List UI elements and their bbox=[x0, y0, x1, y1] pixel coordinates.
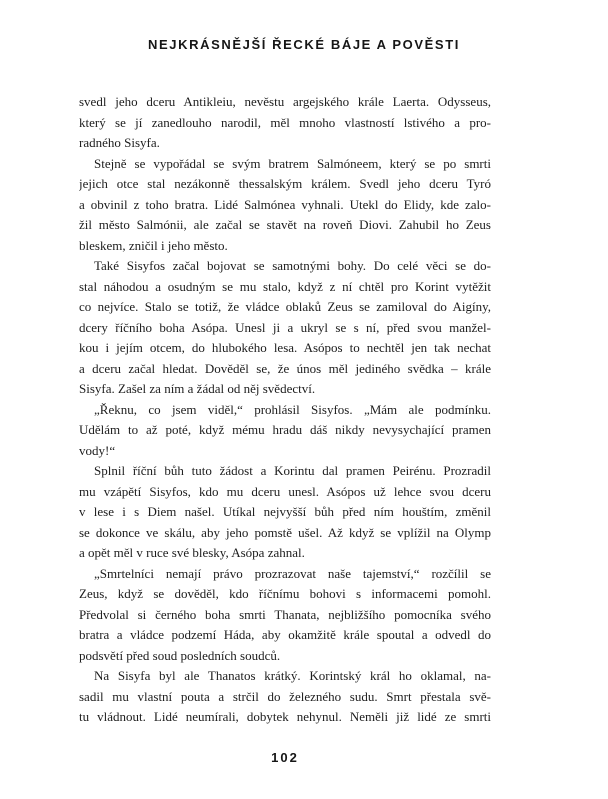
text-line: Splnil říční bůh tuto žádost a Korintu dal pramen Peirénu. Prozradil bbox=[94, 463, 491, 478]
text-line: dcery říčního boha Asópa. Unesl ji a ukryl se s ní, před svou manžel- bbox=[79, 319, 491, 335]
text-line: tu vládnout. Lidé neumírali, dobytek nehynul. Neměli již lidé ze smrti bbox=[79, 709, 491, 724]
text-line: Na Sisyfa byl ale Thanatos krátký. Korintský král ho oklamal, na- bbox=[94, 668, 491, 683]
text-line: „Řeknu, co jsem viděl,“ prohlásil Sisyfos. „Mám ale podmínku. bbox=[94, 401, 491, 417]
text-line: a dceru začal hledat. Dověděl se, že únos měl jediného svědka – krále bbox=[79, 360, 491, 376]
text-line: mu vzápětí Sisyfos, kdo mu dceru unesl. Asópos už lehce svou dceru bbox=[79, 483, 491, 499]
text-line: Předvolal si černého boha smrti Thanata, nejbližšího pomocníka svého bbox=[79, 606, 491, 622]
page-number: 102 bbox=[271, 750, 299, 765]
text-line: Stejně se vypořádal se svým bratrem Salmóneem, který se po smrti bbox=[94, 155, 491, 171]
text-line: se dokonce ve skálu, aby jeho pomstě ušel. Až když se vplížil na Olymp bbox=[79, 524, 491, 540]
text-line: žil město Salmónii, ale začal se stavět na roveň Diovi. Zahubil ho Zeus bbox=[79, 217, 491, 232]
running-head-title: NEJKRÁSNĚJŠÍ ŘECKÉ BÁJE A POVĚSTI bbox=[148, 37, 460, 52]
text-line: radného Sisyfa. bbox=[79, 135, 160, 150]
page-body-text bbox=[79, 92, 491, 728]
text-line: bratra a vládce podzemí Háda, aby okamžitě krále spoutal a odvedl do bbox=[79, 627, 491, 642]
text-line: který se jí zanedlouho narodil, měl mnoho vlastností lstivého a pro- bbox=[79, 114, 491, 130]
text-line: Zeus, když se dověděl, kdo říčnímu bohovi s informacemi pomohl. bbox=[79, 586, 491, 601]
text-line: „Smrtelníci nemají právo prozrazovat naše tajemství,“ rozčílil se bbox=[94, 565, 491, 581]
text-line: jejich otce stal nezákonně thessalským králem. Svedl jeho dceru Tyró bbox=[79, 176, 491, 191]
text-line: v lese i s Diem našel. Utíkal nejvyšší bůh před ním houštím, změnil bbox=[79, 504, 491, 519]
text-line: podsvětí před soud posledních soudců. bbox=[79, 647, 281, 663]
text-line: Udělám to až poté, když mému hradu dáš nikdy nevysychající pramen bbox=[79, 422, 491, 437]
text-line: sadil mu vlastní pouta a strčil do železného sudu. Smrt přestala svě- bbox=[79, 688, 491, 704]
text-line: Sisyfa. Zašel za ním a žádal od něj svědectví. bbox=[79, 381, 316, 396]
text-line: kou i jejím otcem, do hlubokého lesa. Asópos to nechtěl jen tak nechat bbox=[79, 340, 491, 355]
text-line: Také Sisyfos začal bojovat se samotnými bohy. Do celé věci se do- bbox=[94, 258, 491, 273]
text-line: stal náhodou a osudným se mu stalo, když z ní chtěl pro Korint vytěžit bbox=[79, 278, 491, 294]
text-line: a opět měl v ruce své blesky, Asópa zahnal. bbox=[79, 545, 305, 560]
text-line: vody!“ bbox=[79, 442, 116, 458]
text-line: a obvinil z toho bratra. Lidé Salmónea vyhnali. Utekl do Elidy, kde zalo- bbox=[79, 196, 491, 212]
text-line: svedl jeho dceru Antikleiu, nevěstu argejského krále Laerta. Odysseus, bbox=[79, 94, 491, 109]
text-line: bleskem, zničil i jeho město. bbox=[79, 237, 228, 253]
text-line: co nejvíce. Stalo se totiž, že vládce oblaků Zeus se zamiloval do Aigíny, bbox=[79, 299, 491, 314]
